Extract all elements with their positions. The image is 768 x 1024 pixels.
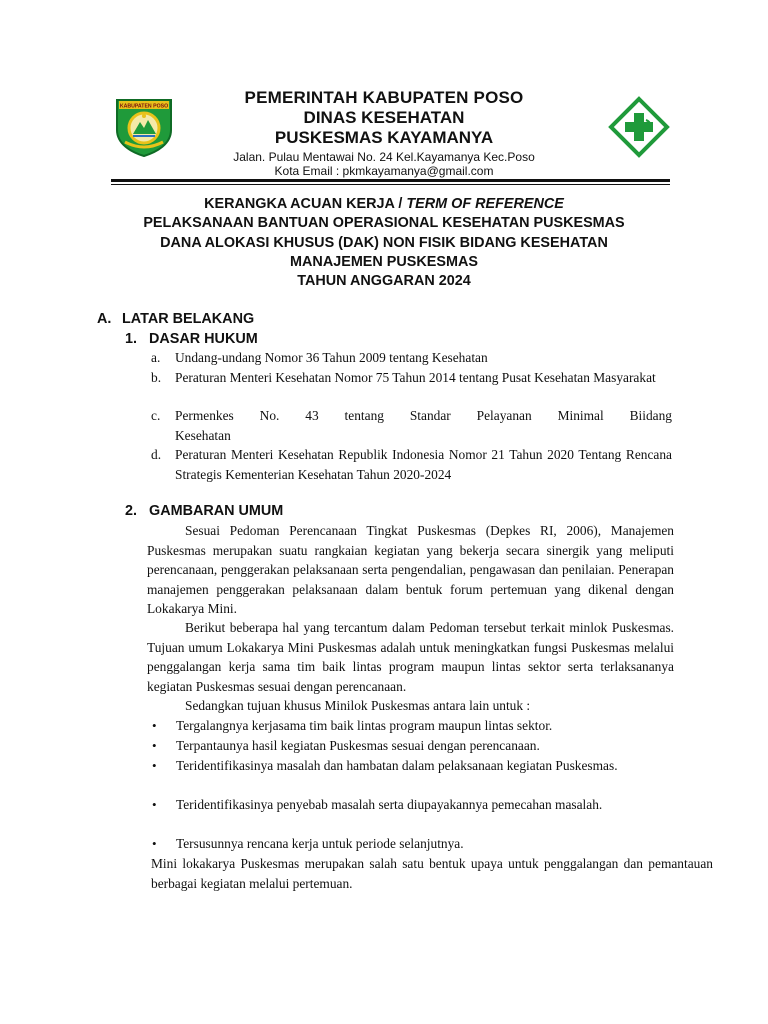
- bullet-text: Tergalangnya kerjasama tim baik lintas program maupun lintas sektor.: [176, 718, 553, 733]
- bullet-text: Tersusunnya rencana kerja untuk periode selanjutnya.: [176, 836, 464, 851]
- bullet-marker: •: [152, 758, 157, 773]
- email-line: Kota Email : pkmkayamanya@gmail.com: [274, 164, 494, 178]
- address-line: Jalan. Pulau Mentawai No. 24 Kel.Kayamanya Kec.Poso: [233, 150, 535, 164]
- department-name: DINAS KESEHATAN: [303, 108, 465, 127]
- list-marker: c.: [151, 408, 161, 423]
- paragraph-text: Sesuai Pedoman Perencanaan Tingkat Puskesmas (Depkes RI, 2006), Manajemen Puskesmas merupakan suatu rangkaian kegiatan yang bekerja secara sinergik yang meliputi perencanaan, penggerakan pelaksanaan serta pengendalian, pengawasan dan penilaian. Penerapan manajemen penggerakan pelaksanaan dalam bentuk forum pertemuan yang dikenal dengan Lokakarya Mini.: [147, 523, 674, 617]
- puskesmas-name: PUSKESMAS KAYAMANYA: [274, 128, 494, 147]
- section-a-marker: A.: [97, 311, 112, 327]
- gambaran-umum-heading: [125, 503, 283, 519]
- list-marker: a.: [151, 350, 161, 365]
- title-prefix: KERANGKA ACUAN KERJA /: [204, 196, 407, 212]
- paragraph-text: Berikut beberapa hal yang tercantum dalam Pedoman tersebut terkait minlok Puskesmas. Tujuan umum Lokakarya Mini Puskesmas adalah untuk meningkatkan fungsi Puskesmas melalui penggalangan kerja sama tim baik lintas program maupun lintas sektor serta terlaksananya kegiatan Puskesmas sesuai dengan perencanaan.: [147, 620, 674, 694]
- dasar-hukum-heading: [125, 331, 258, 347]
- list-text-line-1: Permenkes No. 43 tentang Standar Pelayanan Minimal Biidang: [175, 408, 672, 423]
- paragraph-text: Sedangkan tujuan khusus Minilok Puskesmas antara lain untuk :: [185, 698, 531, 713]
- government-name: PEMERINTAH KABUPATEN POSO: [244, 88, 524, 107]
- section-a-heading: [97, 311, 254, 327]
- bakti-husada-logo: [608, 96, 670, 158]
- svg-text:KABUPATEN POSO: KABUPATEN POSO: [119, 103, 169, 110]
- bullet-text: Teridentifikasinya masalah dan hambatan dalam pelaksanaan kegiatan Puskesmas.: [176, 758, 618, 773]
- list-item: [151, 406, 672, 445]
- list-item: [151, 445, 672, 484]
- paragraph: [147, 521, 674, 619]
- bullet-item: [152, 795, 632, 815]
- bullet-marker: •: [152, 718, 157, 733]
- bullet-text: Teridentifikasinya penyebab masalah serta diupayakannya pemecahan masalah.: [176, 797, 603, 812]
- bullet-item: [152, 736, 632, 756]
- document-title: [90, 196, 678, 212]
- sub2-title: GAMBARAN UMUM: [149, 503, 284, 519]
- section-a-title: LATAR BELAKANG: [122, 311, 255, 327]
- paragraph: Mini lokakarya Puskesmas merupakan salah satu bentuk upaya untuk penggalangan dan pemantauan berbagai kegiatan melalui pertemuan.: [151, 856, 713, 891]
- sub2-marker: 2.: [125, 503, 138, 519]
- bullet-text: Terpantaunya hasil kegiatan Puskesmas sesuai dengan perencanaan.: [176, 738, 540, 753]
- bullet-marker: •: [152, 797, 157, 812]
- paragraph: [147, 696, 647, 716]
- bullet-item: [152, 834, 632, 854]
- kabupaten-poso-logo: [113, 96, 175, 158]
- list-item: [151, 348, 672, 368]
- sub1-title: DASAR HUKUM: [149, 331, 258, 347]
- bullet-item: [152, 756, 632, 776]
- paragraph: [147, 618, 674, 696]
- list-text: Undang-undang Nomor 36 Tahun 2009 tentang Kesehatan: [175, 350, 488, 365]
- title-line-2: PELAKSANAAN BANTUAN OPERASIONAL KESEHATAN PUSKESMAS: [143, 215, 625, 231]
- title-line-5: TAHUN ANGGARAN 2024: [297, 273, 471, 289]
- list-item: [151, 368, 672, 388]
- bullet-marker: •: [152, 836, 157, 851]
- list-text: [175, 406, 672, 445]
- title-line-4: MANAJEMEN PUSKESMAS: [290, 254, 478, 270]
- list-marker: b.: [151, 370, 162, 385]
- letterhead-divider-thick: [111, 179, 670, 182]
- bullet-marker: •: [152, 738, 157, 753]
- list-text: Peraturan Menteri Kesehatan Republik Indonesia Nomor 21 Tahun 2020 Tentang Rencana Strategis Kementerian Kesehatan Tahun 2020-2024: [175, 447, 672, 482]
- list-text: Peraturan Menteri Kesehatan Nomor 75 Tahun 2014 tentang Pusat Kesehatan Masyarakat: [175, 370, 656, 385]
- sub1-marker: 1.: [125, 331, 138, 347]
- list-marker: d.: [151, 447, 162, 462]
- title-line-3: DANA ALOKASI KHUSUS (DAK) NON FISIK BIDANG KESEHATAN: [160, 235, 608, 251]
- title-italic: TERM OF REFERENCE: [406, 196, 564, 212]
- letterhead-divider-thin: [111, 184, 670, 185]
- bullet-item: [152, 716, 632, 736]
- list-text-line-2: Kesehatan: [175, 427, 231, 443]
